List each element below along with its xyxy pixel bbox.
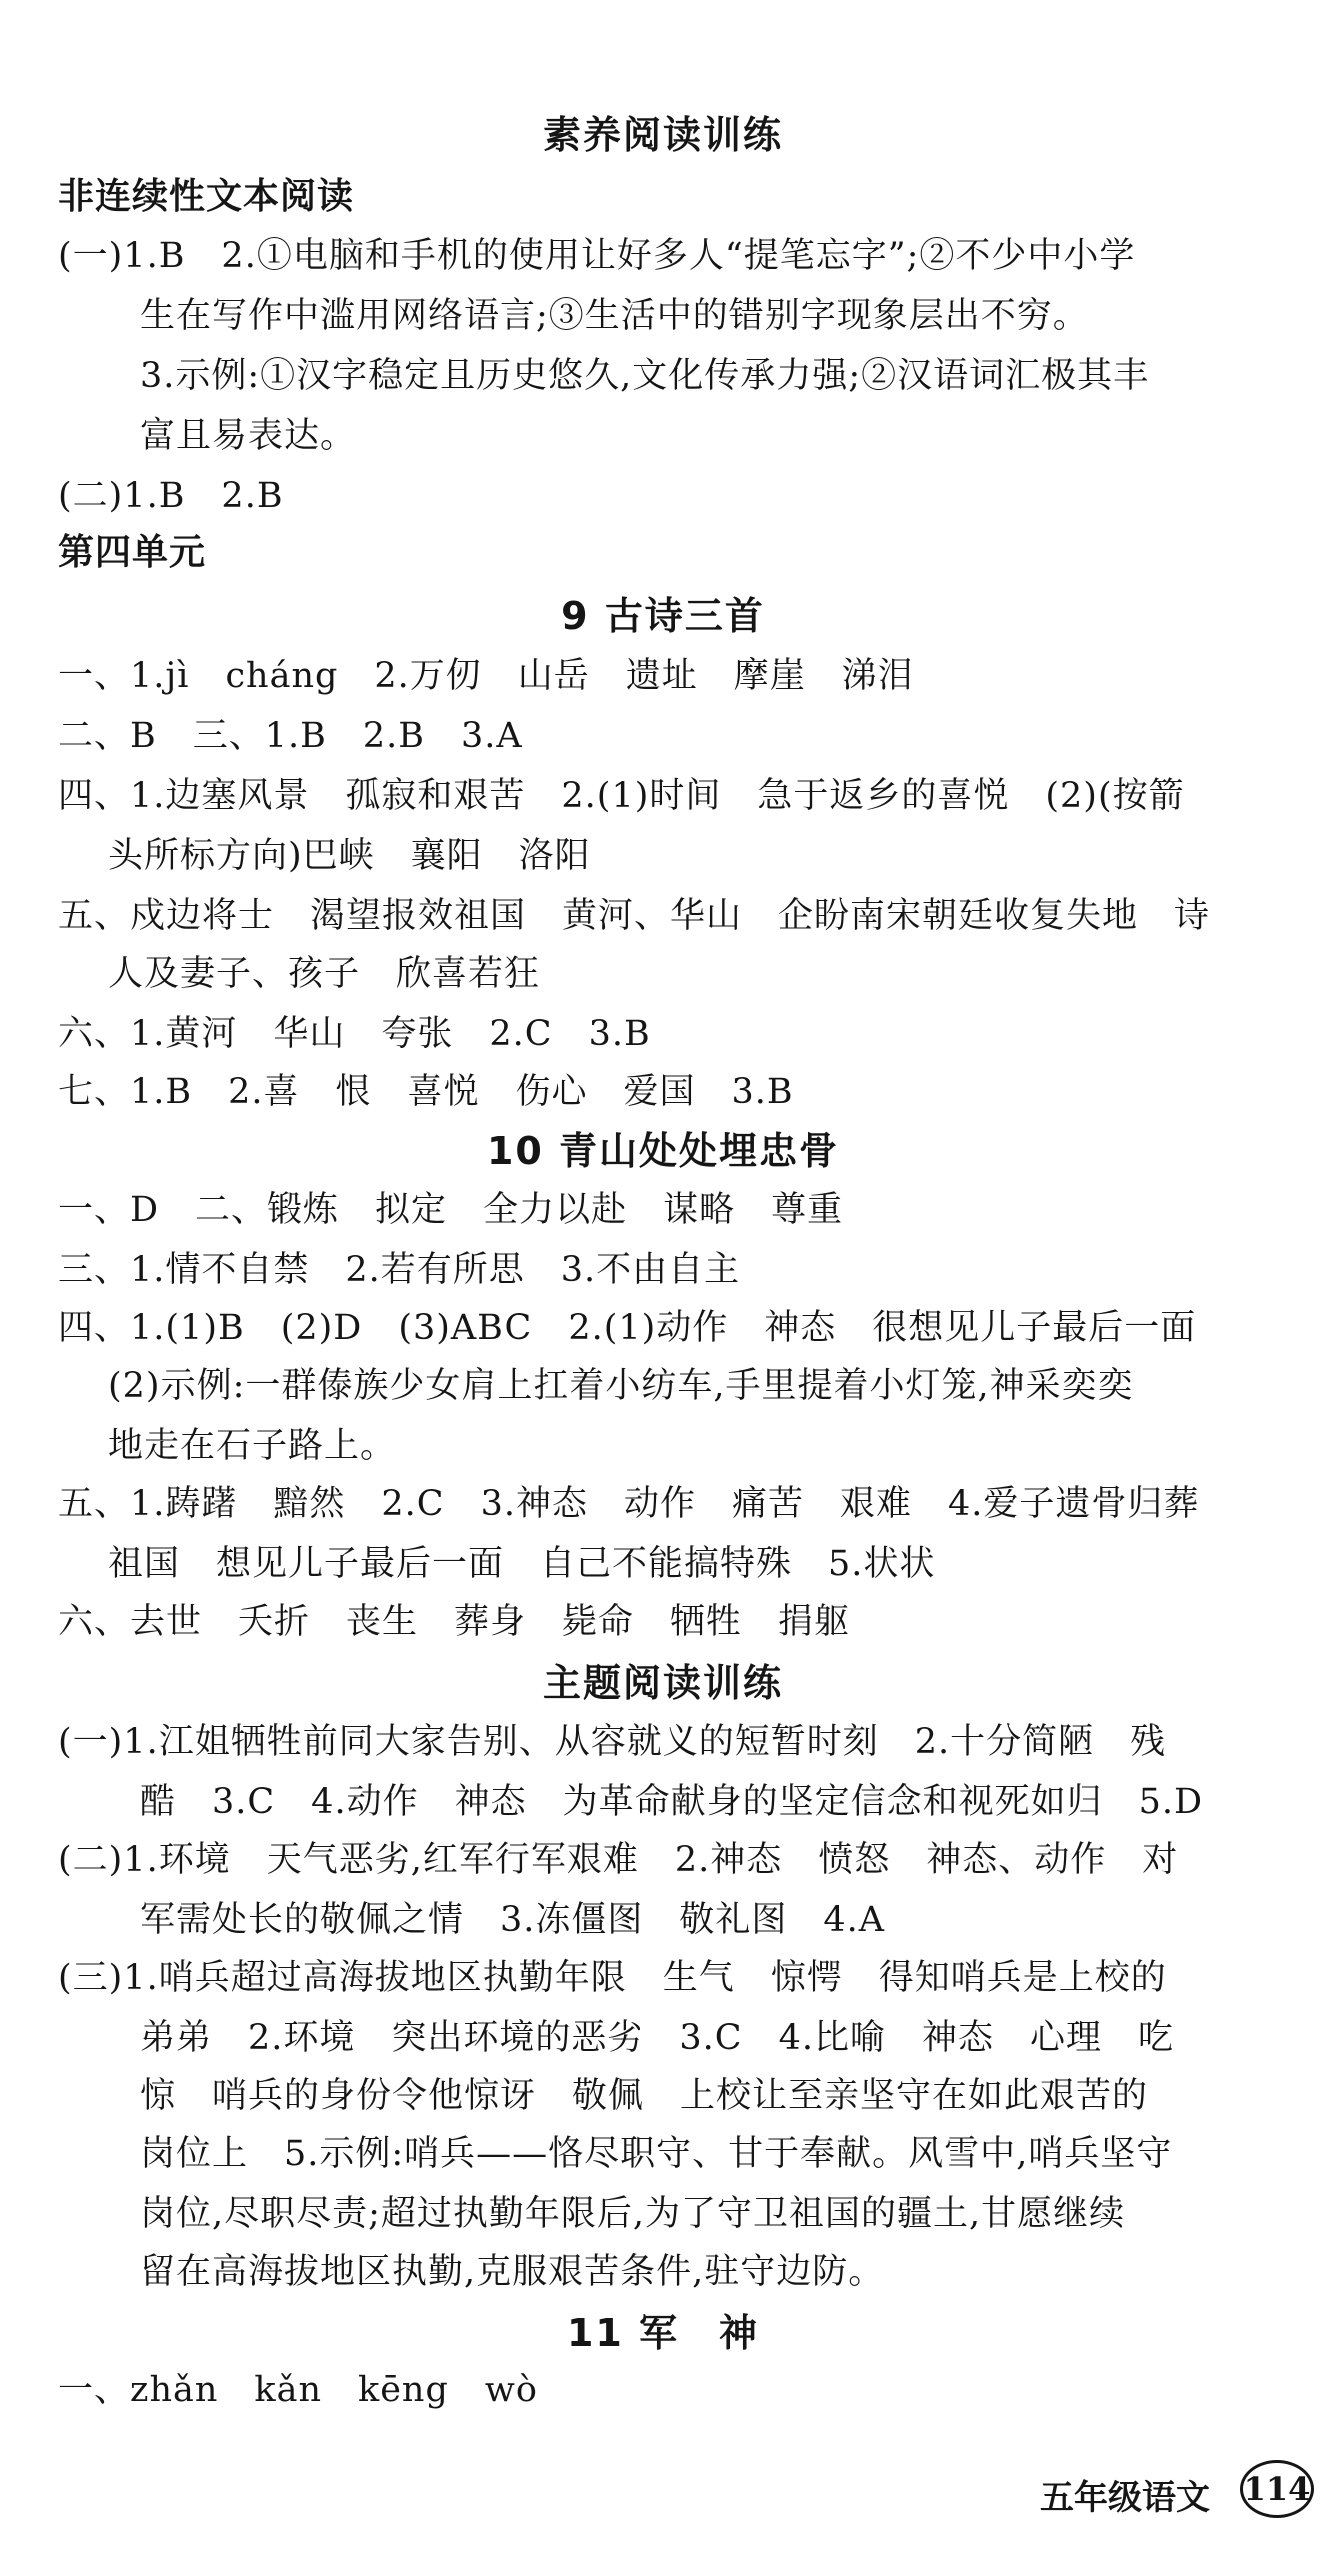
answer-line: (三)1.哨兵超过高海拔地区执勤年限 生气 惊愕 得知哨兵是上校的 <box>58 1958 1167 1998</box>
lesson-title-10: 10 青山处处埋忠骨 <box>486 1129 840 1173</box>
answer-line: 四、1.(1)B (2)D (3)ABC 2.(1)动作 神态 很想见儿子最后一面 <box>58 1308 1197 1348</box>
answer-line: 岗位,尽职尽责;超过执勤年限后,为了守卫祖国的疆土,甘愿继续 <box>140 2194 1126 2234</box>
answer-line: 头所标方向)巴峡 襄阳 洛阳 <box>108 836 591 876</box>
answer-line: (一)1.B 2.①电脑和手机的使用让好多人“提笔忘字”;②不少中小学 <box>58 236 1136 276</box>
subheading-noncontinuous-text: 非连续性文本阅读 <box>58 176 355 217</box>
answer-line: 一、D 二、锻炼 拟定 全力以赴 谋略 尊重 <box>58 1190 844 1230</box>
answer-line: 五、1.踌躇 黯然 2.C 3.神态 动作 痛苦 艰难 4.爱子遗骨归葬 <box>58 1484 1200 1524</box>
answer-line: 留在高海拔地区执勤,克服艰苦条件,驻守边防。 <box>140 2252 885 2292</box>
answer-line: 三、1.情不自禁 2.若有所思 3.不由自主 <box>58 1250 741 1290</box>
answer-line: 富且易表达。 <box>140 416 357 456</box>
answer-line: 弟弟 2.环境 突出环境的恶劣 3.C 4.比喻 神态 心理 吃 <box>140 2018 1174 2058</box>
answer-line: 四、1.边塞风景 孤寂和艰苦 2.(1)时间 急于返乡的喜悦 (2)(按箭 <box>58 776 1185 816</box>
page-number-badge: 114 <box>1240 2460 1314 2518</box>
section-title-literacy-reading: 素养阅读训练 <box>542 113 783 157</box>
answer-line: 地走在石子路上。 <box>108 1426 397 1466</box>
answer-line: 生在写作中滥用网络语言;③生活中的错别字现象层出不穷。 <box>140 296 1089 336</box>
answer-line: 六、去世 夭折 丧生 葬身 毙命 牺牲 捐躯 <box>58 1602 851 1642</box>
answer-line: 二、B 三、1.B 2.B 3.A <box>58 716 523 756</box>
section-title-theme-reading: 主题阅读训练 <box>542 1661 783 1705</box>
answer-line: 祖国 想见儿子最后一面 自己不能搞特殊 5.状状 <box>108 1544 936 1584</box>
answer-line: (二)1.B 2.B <box>58 476 284 516</box>
lesson-title-11: 11 军 神 <box>566 2311 760 2355</box>
answer-line: 岗位上 5.示例:哨兵——恪尽职守、甘于奉献。风雪中,哨兵坚守 <box>140 2134 1173 2174</box>
answer-line: (一)1.江姐牺牲前同大家告别、从容就义的短暂时刻 2.十分简陋 残 <box>58 1722 1167 1762</box>
lesson-title-9: 9 古诗三首 <box>561 594 765 638</box>
answer-line: 酷 3.C 4.动作 神态 为革命献身的坚定信念和视死如归 5.D <box>140 1782 1204 1822</box>
answer-line: (二)1.环境 天气恶劣,红军行军艰难 2.神态 愤怒 神态、动作 对 <box>58 1840 1179 1880</box>
answer-line: 一、1.jì cháng 2.万仞 山岳 遗址 摩崖 涕泪 <box>58 656 914 696</box>
footer-grade-subject: 五年级语文 <box>1040 2478 1210 2518</box>
answer-line: 人及妻子、孩子 欣喜若狂 <box>108 954 541 994</box>
answer-line: 五、戍边将士 渴望报效祖国 黄河、华山 企盼南宋朝廷收复失地 诗 <box>58 896 1211 936</box>
answer-line: 一、zhǎn kǎn kēng wò <box>58 2370 538 2410</box>
answer-line: 军需处长的敬佩之情 3.冻僵图 敬礼图 4.A <box>140 1900 886 1940</box>
answer-line: 六、1.黄河 华山 夸张 2.C 3.B <box>58 1014 651 1054</box>
answer-line: 七、1.B 2.喜 恨 喜悦 伤心 爱国 3.B <box>58 1072 794 1112</box>
answer-line: 3.示例:①汉字稳定且历史悠久,文化传承力强;②汉语词汇极其丰 <box>140 356 1150 396</box>
unit-title: 第四单元 <box>58 532 207 573</box>
answer-line: (2)示例:一群傣族少女肩上扛着小纺车,手里提着小灯笼,神采奕奕 <box>108 1366 1134 1406</box>
answer-line: 惊 哨兵的身份令他惊讶 敬佩 上校让至亲坚守在如此艰苦的 <box>140 2076 1149 2116</box>
